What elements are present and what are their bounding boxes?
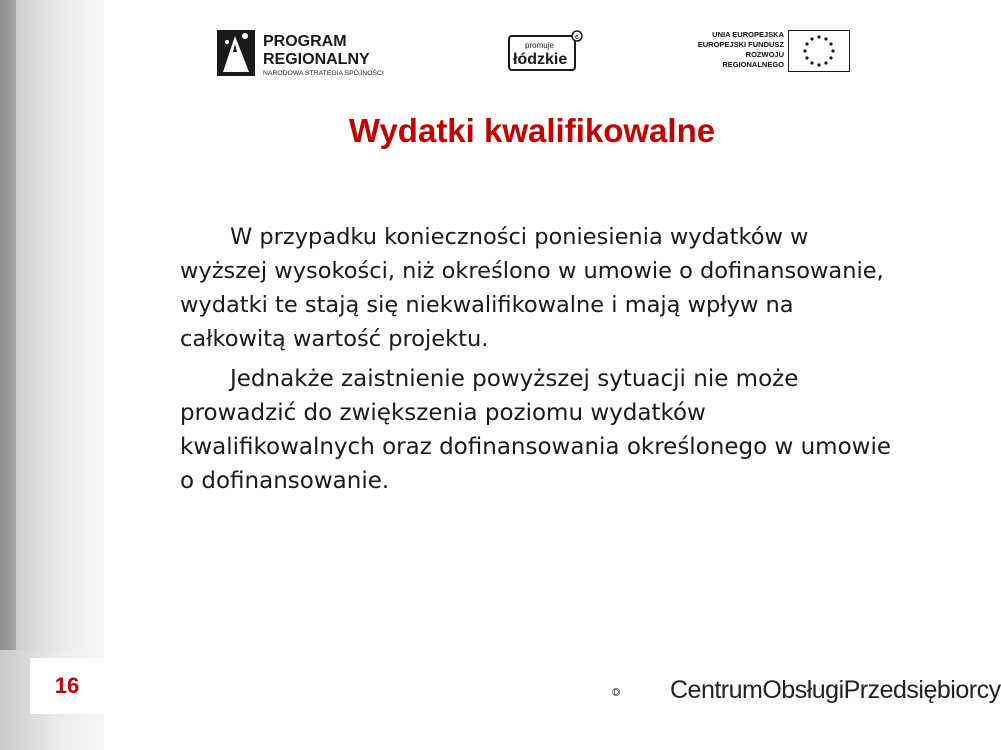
paragraph-1: W przypadku konieczności poniesienia wydatków w wyższej wysokości, niż określono w umowie o dofinansowanie, wydatki te stają się niekwalifikowalne i mają wpływ na całkowitą wartość projektu. [180, 224, 884, 352]
cop-logo-icon [612, 668, 672, 716]
eu-line3: ROZWOJU REGIONALNEGO [722, 50, 784, 69]
program-regionalny-logo [215, 22, 405, 82]
program-line2: REGIONALNY [263, 51, 370, 68]
lodzkie-top: promuje [525, 41, 554, 50]
eu-line2: EUROPEJSKI FUNDUSZ [697, 40, 784, 49]
eu-line1: UNIA EUROPEJSKA [712, 30, 784, 39]
lodzkie-logo [505, 28, 585, 74]
svg-text:c: c [575, 34, 579, 41]
paragraph-2: Jednakże zaistnienie powyższej sytuacji nie może prowadzić do zwiększenia poziomu wydatków kwalifikowalnych oraz dofinansowania określonego w umowie o dofinansowanie. [180, 366, 892, 494]
eu-flag-icon [788, 30, 850, 72]
slide-content [180, 220, 900, 504]
slide-title: Wydatki kwalifikowalne [348, 112, 716, 149]
slide-number: 16 [54, 673, 80, 698]
lodzkie-main: łódzkie [513, 51, 568, 68]
program-line1: PROGRAM [263, 33, 347, 50]
cop-name: CentrumObsługiPrzedsiębiorcy [670, 676, 1001, 704]
sidebar-stripe [0, 0, 16, 750]
eu-logo-text [684, 30, 784, 70]
program-line3: NARODOWA STRATEGIA SPÓJNOŚCI [263, 70, 384, 77]
